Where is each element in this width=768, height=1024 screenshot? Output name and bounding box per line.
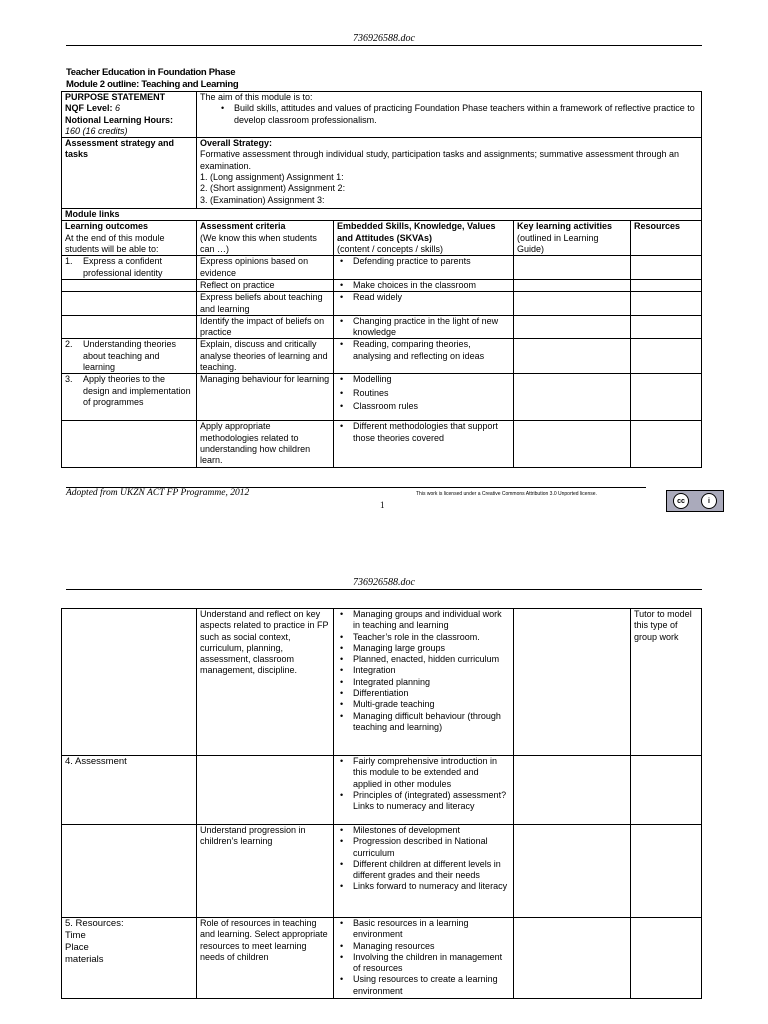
table-row: Reflect on practice • Make choices in the classroom bbox=[62, 279, 702, 291]
assessment-row bbox=[62, 138, 702, 209]
skvas-header: Embedded Skills, Knowledge, Values and Attitudes (SKVAs) (content / concepts / skills) bbox=[334, 221, 514, 256]
assessment-label-cell: Assessment strategy and tasks bbox=[62, 138, 197, 209]
list-item: • Involving the children in management of resources bbox=[337, 952, 510, 975]
resources-header: Resources bbox=[631, 221, 702, 256]
header-rule bbox=[66, 45, 702, 46]
module-outline-table-continued bbox=[61, 608, 702, 999]
table-row: Identify the impact of beliefs on practice • Changing practice in the light of new knowledge bbox=[62, 315, 702, 339]
list-item: • Different methodologies that support those theories covered bbox=[337, 421, 510, 444]
list-item: • Principles of (integrated) assessment? Links to numeracy and literacy bbox=[337, 790, 510, 813]
list-item: • Planned, enacted, hidden curriculum bbox=[337, 654, 510, 665]
table-row: 4. Assessment • Fairly comprehensive introduction in this module to be extended and applied in other modules • Principles of (integrated) assessment? Links to numeracy and literacy bbox=[62, 756, 702, 825]
list-item: • Managing large groups bbox=[337, 643, 510, 654]
list-item: • Modelling bbox=[337, 374, 510, 385]
list-item: • Integration bbox=[337, 665, 510, 676]
page-2 bbox=[0, 560, 768, 1024]
module-outline-table bbox=[61, 91, 702, 468]
list-item: • Milestones of development bbox=[337, 825, 510, 836]
list-item: • Differentiation bbox=[337, 688, 510, 699]
page-number: 1 bbox=[380, 500, 385, 510]
module-links-cell: Module links bbox=[62, 209, 702, 221]
list-item: • Progression described in National curriculum bbox=[337, 836, 510, 859]
cc-icon: cc bbox=[673, 493, 689, 509]
list-item: • Build skills, attitudes and values of practicing Foundation Phase teachers within a framework of reflective practice to develop classroom professionalism. bbox=[218, 103, 698, 126]
footer-attribution: Adopted from UKZN ACT FP Programme, 2012 bbox=[66, 488, 250, 498]
list-item: • Different children at different levels in different grades and their needs bbox=[337, 859, 510, 882]
list-item: • Managing groups and individual work in teaching and learning bbox=[337, 609, 510, 632]
list-item: • Fairly comprehensive introduction in this module to be extended and applied in other modules bbox=[337, 756, 510, 790]
list-item: • Classroom rules bbox=[337, 401, 510, 412]
purpose-text-cell: The aim of this module is to: • Build skills, attitudes and values of practicing Foundation Phase teachers within a framework of reflective practice to develop classroom professionalism. bbox=[197, 92, 702, 138]
list-item: • Managing difficult behaviour (through teaching and learning) bbox=[337, 711, 510, 734]
purpose-row bbox=[62, 92, 702, 138]
list-item: • Teacher’s role in the classroom. bbox=[337, 632, 510, 643]
list-item: • Read widely bbox=[337, 292, 510, 303]
purpose-label-cell: PURPOSE STATEMENT NQF Level: 6 Notional Learning Hours: 160 (16 credits) bbox=[62, 92, 197, 138]
list-item: • Routines bbox=[337, 388, 510, 399]
list-item: • Basic resources in a learning environment bbox=[337, 918, 510, 941]
list-item: • Using resources to create a learning environment bbox=[337, 974, 510, 997]
page-header: 736926588.doc bbox=[353, 577, 415, 588]
table-row: 2. Understanding theories about teaching and learning Explain, discuss and critically analyse theories of learning and teaching. • Reading, comparing theories, analysing and reflecting on ideas bbox=[62, 339, 702, 374]
criteria-header: Assessment criteria (We know this when students can …) bbox=[197, 221, 334, 256]
cc-license-badge[interactable] bbox=[666, 490, 724, 512]
list-item: • Make choices in the classroom bbox=[337, 280, 510, 291]
attribution-icon: i bbox=[701, 493, 717, 509]
page-header: 736926588.doc bbox=[353, 33, 415, 44]
table-row: Express beliefs about teaching and learning • Read widely bbox=[62, 292, 702, 316]
outcomes-header: Learning outcomes At the end of this module students will be able to: bbox=[62, 221, 197, 256]
list-item: • Managing resources bbox=[337, 941, 510, 952]
list-item: • Multi-grade teaching bbox=[337, 699, 510, 710]
table-row: 3. Apply theories to the design and implementation of programmes Managing behaviour for learning • Modelling • Routines • Classroom rules bbox=[62, 374, 702, 421]
table-row: Understand and reflect on key aspects related to practice in FP such as social context, curriculum, planning, assessment, classroom management, discipline. • Managing groups and individual work in teaching and learning • Teacher’s role in the classroom. • Managing large groups • Planned, enacted, hidden curriculum • Integration • Integrated planning • Differentiation • Multi-grade teaching • Managing difficult behaviour (through teaching and learning) Tutor to model this type of group work bbox=[62, 609, 702, 756]
column-header-row bbox=[62, 221, 702, 256]
assessment-text-cell: Overall Strategy: Formative assessment through individual study, participation tasks and assignments; summative assessment through an examination. 1. (Long assignment) Assignment 1: 2. (Short assignment) Assignment 2: 3. (Examination) Assignment 3: bbox=[197, 138, 702, 209]
activities-header: Key learning activities (outlined in Learning Guide) bbox=[514, 221, 631, 256]
list-item: • Reading, comparing theories, analysing and reflecting on ideas bbox=[337, 339, 510, 362]
list-item: • Defending practice to parents bbox=[337, 256, 510, 267]
document-title: Teacher Education in Foundation Phase Module 2 outline: Teaching and Learning bbox=[66, 67, 239, 90]
footer-license: This work is licensed under a Creative Commons Attribution 3.0 Unported license. bbox=[416, 491, 597, 497]
list-item: • Integrated planning bbox=[337, 677, 510, 688]
table-row: 5. Resources: Time Place materials Role of resources in teaching and learning. Select appropriate resources to meet learning needs of children • Basic resources in a learning environment • Managing resources • Involving the children in management of resources • Using resources to create a learning environment bbox=[62, 918, 702, 999]
module-links-row bbox=[62, 209, 702, 221]
header-rule bbox=[66, 589, 702, 590]
table-row: Understand progression in children’s learning • Milestones of development • Progression described in National curriculum • Different children at different levels in different grades and their needs • Links forward to numeracy and literacy bbox=[62, 825, 702, 918]
list-item: • Links forward to numeracy and literacy bbox=[337, 881, 510, 892]
table-row: Apply appropriate methodologies related to understanding how children learn. • Different methodologies that support those theories covered bbox=[62, 421, 702, 468]
list-item: • Changing practice in the light of new knowledge bbox=[337, 316, 510, 339]
table-row: 1. Express a confident professional identity Express opinions based on evidence • Defending practice to parents bbox=[62, 256, 702, 280]
